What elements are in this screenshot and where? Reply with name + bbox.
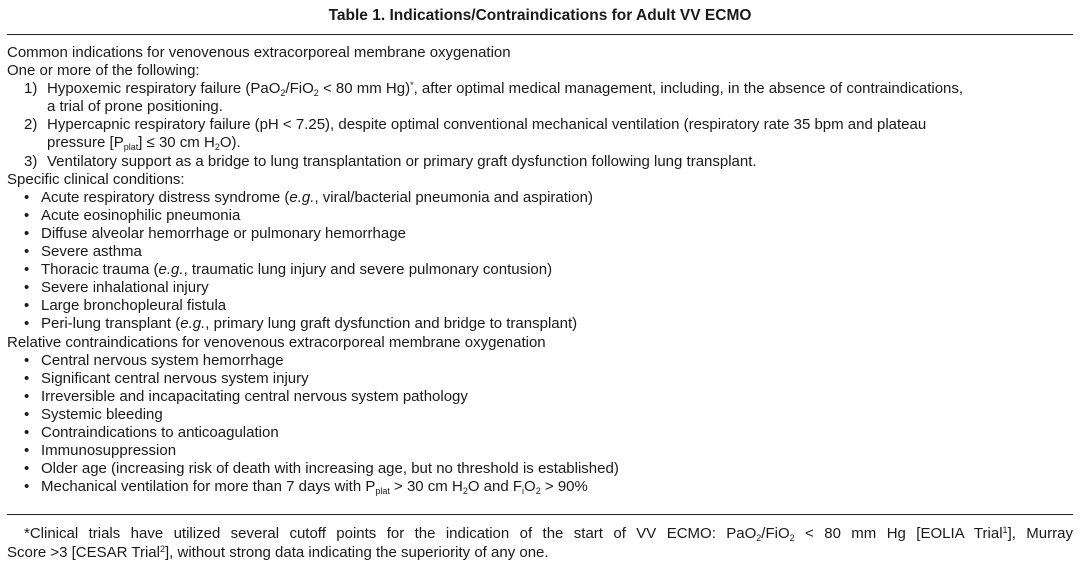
table-body <box>7 44 1073 496</box>
footnote <box>7 524 1073 562</box>
indication-item-3: 3) Ventilatory support as a bridge to lung transplantation or primary graft dysfunction following lung transplant. <box>24 152 757 170</box>
indication-item-1-cont: a trial of prone positioning. <box>47 98 223 116</box>
indication-item-2-cont: pressure $[P_{plat}] \le 30$ cm $H_2O$). <box>47 134 241 153</box>
list-item: • Contraindications to anticoagulation <box>24 423 279 441</box>
bullet-icon: • <box>24 279 30 297</box>
bullet-icon: • <box>24 206 30 224</box>
list-item: • Irreversible and incapacitating central nervous system pathology <box>24 387 468 405</box>
bullet-icon: • <box>24 297 30 315</box>
indication-item-1: 1) Hypoxemic respiratory failure (PaO$_2$/FiO$_2$ < 80 mm Hg)*, after optimal medical management, including, in the absence of contraindications, <box>24 80 964 99</box>
list-item: • Acute respiratory distress syndrome (e.g., viral/bacterial pneumonia and aspiration) <box>24 188 593 206</box>
item-number: 2) <box>24 116 38 134</box>
item-number: 3) <box>24 152 38 170</box>
footnote-line-1: *Clinical trials have utilized several cutoff points for the indication of the start of VV ECMO: PaO$_2$/FiO$_2$ < 80 mm Hg [EOLIA Trial$^1$], Murray <box>24 525 1073 543</box>
list-item: • Thoracic trauma (e.g., traumatic lung injury and severe pulmonary contusion) <box>24 261 553 279</box>
list-item: • Central nervous system hemorrhage <box>24 351 284 369</box>
top-rule <box>7 34 1073 35</box>
list-item: • Immunosuppression <box>24 442 177 460</box>
bullet-icon: • <box>24 442 30 460</box>
indication-item-2: 2) Hypercapnic respiratory failure (pH < 7.25), despite optimal conventional mechanical ventilation (respiratory rate 35 bpm and plateau <box>24 116 927 134</box>
bottom-rule <box>7 514 1073 515</box>
specific-heading: Specific clinical conditions: <box>7 170 185 188</box>
footnote-line-2: Score >3 [CESAR Trial$^2$], without strong data indicating the superiority of any one. <box>7 544 549 561</box>
bullet-icon: • <box>24 460 30 478</box>
bullet-icon: • <box>24 478 30 496</box>
bullet-icon: • <box>24 351 30 369</box>
bullet-icon: • <box>24 188 30 206</box>
bullet-icon: • <box>24 369 30 387</box>
indications-intro: One or more of the following: <box>7 62 200 80</box>
bullet-icon: • <box>24 315 30 333</box>
list-item: • Significant central nervous system injury <box>24 369 309 387</box>
list-item: • Large bronchopleural fistula <box>24 297 227 315</box>
bullet-icon: • <box>24 243 30 261</box>
list-item: • Severe inhalational injury <box>24 279 209 297</box>
item-number: 1) <box>24 80 38 98</box>
bullet-icon: • <box>24 387 30 405</box>
bullet-icon: • <box>24 224 30 242</box>
list-item: • Severe asthma <box>24 243 142 261</box>
list-item: • Peri-lung transplant (e.g., primary lung graft dysfunction and bridge to transplant) <box>24 315 578 333</box>
contraindications-heading: Relative contraindications for venovenous extracorporeal membrane oxygenation <box>7 333 546 351</box>
bullet-icon: • <box>24 405 30 423</box>
list-item: • Systemic bleeding <box>24 405 163 423</box>
list-item: • Acute eosinophilic pneumonia <box>24 206 241 224</box>
bullet-icon: • <box>24 423 30 441</box>
bullet-icon: • <box>24 261 30 279</box>
list-item: • Mechanical ventilation for more than 7 days with $P_{plat} > 30$ cm $H_2O$ and $F_iO_2 > 90\%$ <box>24 478 588 497</box>
list-item: • Diffuse alveolar hemorrhage or pulmonary hemorrhage <box>24 224 406 242</box>
table-title: Table 1. Indications/Contraindications for Adult VV ECMO <box>328 7 752 24</box>
indications-heading: Common indications for venovenous extracorporeal membrane oxygenation <box>7 44 511 61</box>
list-item: • Older age (increasing risk of death with increasing age, but no threshold is established) <box>24 460 619 478</box>
